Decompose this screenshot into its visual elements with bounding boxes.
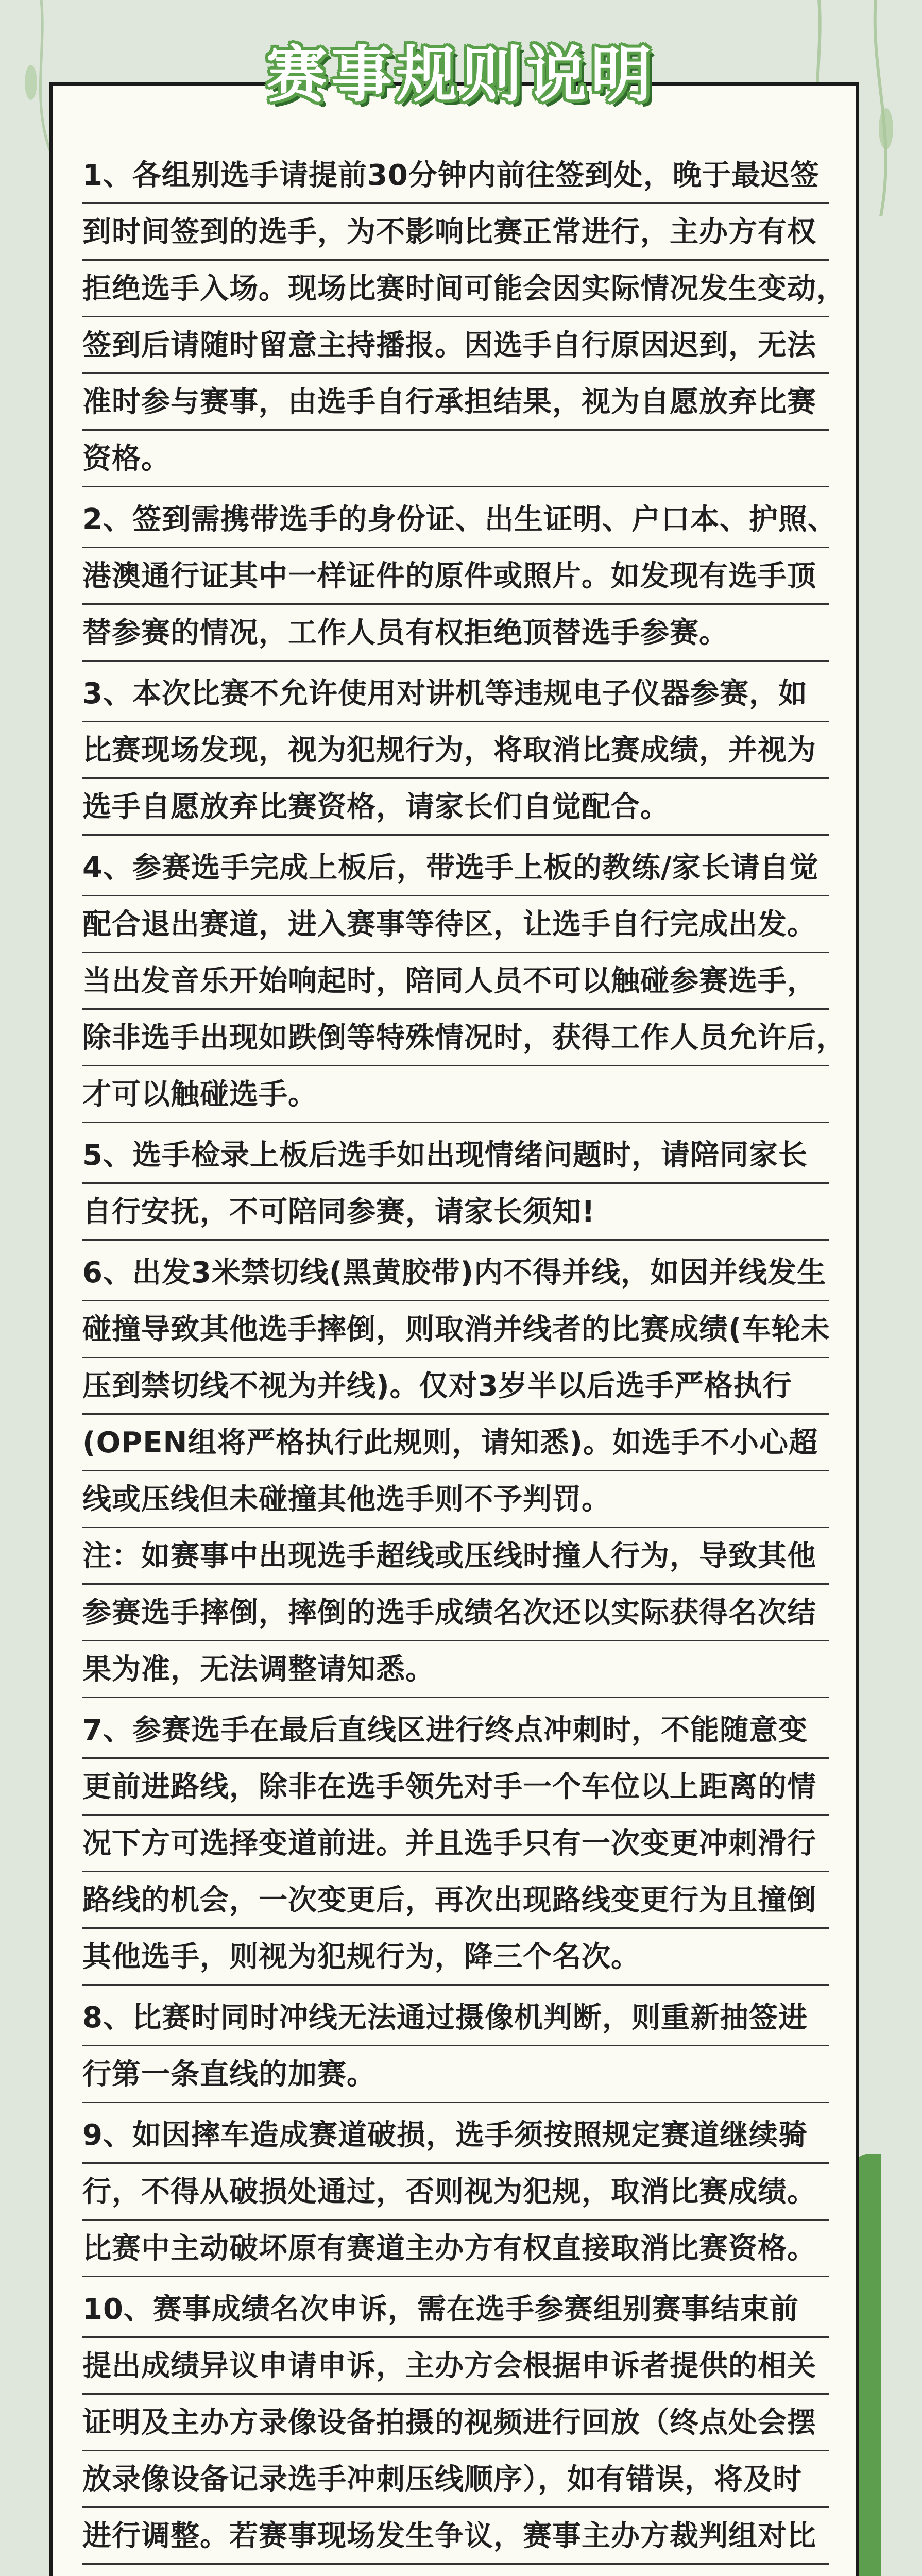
rule-line: 放录像设备记录选手冲刺压线顺序），如有错误，将及时 bbox=[82, 2451, 829, 2508]
rule-line: 线或压线但未碰撞其他选手则不予判罚。 bbox=[82, 1471, 829, 1528]
rule-line: 拒绝选手入场。现场比赛时间可能会因实际情况发生变动， bbox=[82, 261, 829, 317]
rule-line: 行第一条直线的加赛。 bbox=[82, 2046, 829, 2103]
rule-line: 2、签到需携带选手的身份证、出生证明、户口本、护照、 bbox=[82, 492, 829, 548]
rule-item bbox=[82, 1245, 829, 1698]
rule-item bbox=[82, 840, 846, 1123]
rule-line bbox=[82, 2565, 829, 2576]
rule-line: 8、比赛时同时冲线无法通过摄像机判断，则重新抽签进 bbox=[82, 1990, 829, 2046]
rule-line: 10、赛事成绩名次申诉，需在选手参赛组别赛事结束前 bbox=[82, 2281, 829, 2338]
rule-line: 碰撞导致其他选手摔倒，则取消并线者的比赛成绩(车轮未 bbox=[82, 1301, 829, 1358]
rule-line: 其他选手，则视为犯规行为，降三个名次。 bbox=[82, 1929, 829, 1986]
rule-line: 4、参赛选手完成上板后，带选手上板的教练/家长请自觉 bbox=[82, 840, 829, 896]
title-banner bbox=[0, 21, 922, 124]
rule-line: 自行安抚，不可陪同参赛，请家长须知! bbox=[82, 1184, 829, 1241]
rule-line: 3、本次比赛不允许使用对讲机等违规电子仪器参赛，如 bbox=[82, 666, 829, 722]
page-title: 赛事规则说明 bbox=[266, 39, 656, 110]
rule-line: 5、选手检录上板后选手如出现情绪问题时，请陪同家长 bbox=[82, 1127, 829, 1184]
rule-item bbox=[82, 666, 829, 836]
rule-line: 1、各组别选手请提前30分钟内前往签到处，晚于最迟签 bbox=[82, 147, 829, 204]
rule-line: 参赛选手摔倒，摔倒的选手成绩名次还以实际获得名次结 bbox=[82, 1585, 829, 1641]
rule-line: 注：如赛事中出现选手超线或压线时撞人行为，导致其他 bbox=[82, 1528, 829, 1585]
rule-item bbox=[82, 492, 837, 662]
rule-line: 除非选手出现如跌倒等特殊情况时，获得工作人员允许后， bbox=[82, 1010, 829, 1066]
rule-line: 资格。 bbox=[82, 431, 829, 487]
rule-line: 7、参赛选手在最后直线区进行终点冲刺时，不能随意变 bbox=[82, 1702, 829, 1759]
rule-line: 到时间签到的选手，为不影响比赛正常进行，主办方有权 bbox=[82, 204, 829, 261]
rule-item bbox=[82, 1990, 829, 2103]
rule-line: 路线的机会，一次变更后，再次出现路线变更行为且撞倒 bbox=[82, 1872, 829, 1929]
rule-line: 9、如因摔车造成赛道破损，选手须按照规定赛道继续骑 bbox=[82, 2107, 829, 2164]
rule-item bbox=[82, 1127, 829, 1241]
rule-line: 压到禁切线不视为并线)。仅对3岁半以后选手严格执行 bbox=[82, 1358, 829, 1415]
rule-line: 选手自愿放弃比赛资格，请家长们自觉配合。 bbox=[82, 779, 829, 836]
rule-line: 进行调整。若赛事现场发生争议，赛事主办方裁判组对比 bbox=[82, 2508, 829, 2565]
rule-item bbox=[82, 2281, 829, 2576]
rule-line: 证明及主办方录像设备拍摄的视频进行回放（终点处会摆 bbox=[82, 2395, 829, 2451]
rule-item bbox=[82, 2107, 829, 2277]
rule-line: 行，不得从破损处通过，否则视为犯规，取消比赛成绩。 bbox=[82, 2164, 829, 2221]
rule-line: 准时参与赛事，由选手自行承担结果，视为自愿放弃比赛 bbox=[82, 374, 829, 431]
rule-line: 果为准，无法调整请知悉。 bbox=[82, 1641, 829, 1698]
rule-line: 况下方可选择变道前进。并且选手只有一次变更冲刺滑行 bbox=[82, 1816, 829, 1872]
rule-line: 6、出发3米禁切线(黑黄胶带)内不得并线，如因并线发生 bbox=[82, 1245, 829, 1301]
rule-item bbox=[82, 1702, 829, 1986]
rule-line: 更前进路线，除非在选手领先对手一个车位以上距离的情 bbox=[82, 1759, 829, 1816]
rules-list bbox=[82, 147, 846, 2576]
rule-line: 比赛中主动破坏原有赛道主办方有权直接取消比赛资格。 bbox=[82, 2221, 829, 2277]
rule-line: 提出成绩异议申请申诉，主办方会根据申诉者提供的相关 bbox=[82, 2338, 829, 2395]
rule-line: 配合退出赛道，进入赛事等待区，让选手自行完成出发。 bbox=[82, 896, 829, 953]
rule-line: 港澳通行证其中一样证件的原件或照片。如发现有选手顶 bbox=[82, 548, 829, 605]
rule-line: 才可以触碰选手。 bbox=[82, 1066, 829, 1123]
rule-item bbox=[82, 147, 846, 487]
rule-line: 替参赛的情况，工作人员有权拒绝顶替选手参赛。 bbox=[82, 605, 829, 662]
rule-line: 比赛现场发现，视为犯规行为，将取消比赛成绩，并视为 bbox=[82, 722, 829, 779]
rule-line: (OPEN组将严格执行此规则，请知悉)。如选手不小心超 bbox=[82, 1415, 829, 1471]
rule-line: 当出发音乐开始响起时，陪同人员不可以触碰参赛选手， bbox=[82, 953, 829, 1010]
rule-line: 签到后请随时留意主持播报。因选手自行原因迟到，无法 bbox=[82, 317, 829, 374]
